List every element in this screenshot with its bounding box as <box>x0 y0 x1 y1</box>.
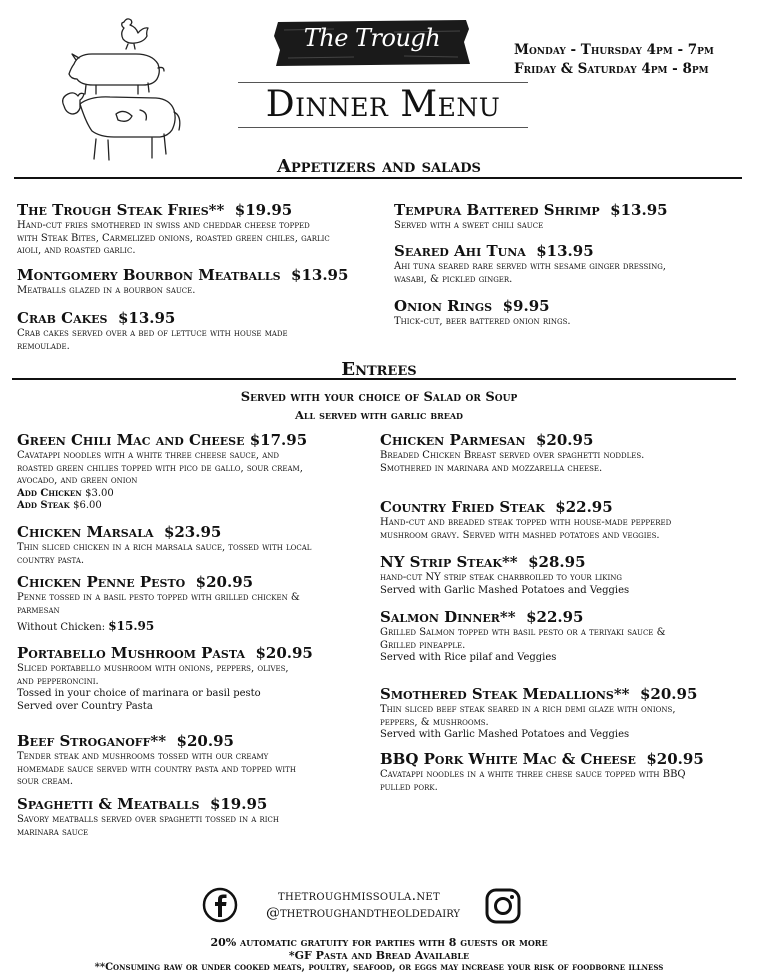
item-name: BBQ Pork White Mac & Cheese <box>380 750 636 768</box>
item-price: $20.95 <box>639 685 698 703</box>
item-price: $22.95 <box>526 608 584 626</box>
item-name: Seared Ahi Tuna <box>394 242 526 260</box>
item-desc-line: homemade sauce served with country pasta and topped with <box>17 763 296 775</box>
entrees-title: Entrees <box>341 359 417 380</box>
item-desc-line: Tossed in your choice of marinara or basil pesto <box>17 688 261 699</box>
item-name: Country Fried Steak <box>380 498 545 516</box>
addon-price: $6.00 <box>73 500 102 511</box>
menu-item <box>17 524 377 567</box>
item-price: $13.95 <box>610 201 668 219</box>
item-price: $20.95 <box>255 644 313 662</box>
stacked-farm-animals-illustration <box>56 14 186 164</box>
hours-weekend: Friday & Saturday 4pm - 8pm <box>514 61 709 77</box>
instagram-handle[interactable]: @thetroughandtheoldedairy <box>265 905 461 921</box>
item-price: $9.95 <box>502 297 550 315</box>
menu-item <box>380 432 748 475</box>
title-rule-bottom <box>238 127 528 128</box>
item-desc-line: Served with Garlic Mashed Potatoes and Veggies <box>380 729 630 740</box>
item-desc-line: Savory meatballs served over spaghetti tossed in a rich <box>17 814 279 825</box>
item-desc-line: hand-cut NY strip steak charbroiled to your liking <box>380 572 623 583</box>
menu-item <box>394 202 744 233</box>
item-desc-line: avocado, and green onion <box>17 475 138 486</box>
item-price: $20.95 <box>535 431 594 449</box>
item-desc-line: aioli, and roasted garlic. <box>17 245 136 256</box>
menu-title: Dinner Menu <box>265 84 501 125</box>
without-chicken-label: Without Chicken: <box>17 622 106 633</box>
item-desc-line: Meatballs glazed in a bourbon sauce. <box>17 285 196 296</box>
item-desc-line: Breaded Chicken Breast served over spaghetti noddles. <box>380 450 645 461</box>
title-rule-top <box>238 82 528 83</box>
menu-item <box>17 796 377 839</box>
item-price: $17.95 <box>249 431 308 449</box>
gratuity-notice: 20% automatic gratuity for parties with 8 guests or more <box>210 936 548 949</box>
item-desc-line: peppers, & mushrooms. <box>380 716 489 728</box>
item-desc-line: country pasta. <box>17 554 85 566</box>
facebook-icon[interactable] <box>202 887 238 923</box>
menu-item <box>17 202 387 258</box>
item-name: Smothered Steak Medallions** <box>380 685 630 703</box>
item-desc-line: Thin sliced beef steak seared in a rich demi glaze with onions, <box>380 704 676 715</box>
menu-item <box>17 574 377 635</box>
addon-label: Add Steak <box>17 500 70 511</box>
item-name: Crab Cakes <box>17 309 108 327</box>
item-name: Tempura Battered Shrimp <box>394 201 600 219</box>
item-name: Montgomery Bourbon Meatballs <box>17 266 281 284</box>
health-warning: **Consuming raw or under cooked meats, poultry, seafood, or eggs may increase your risk of foodborne illness <box>94 962 664 973</box>
item-price: $13.95 <box>117 309 176 327</box>
item-desc-line: wasabi, & pickled ginger. <box>394 273 513 285</box>
menu-item <box>380 499 748 542</box>
item-desc-line: Cavatappi noodles with a white three cheese sauce, and <box>17 450 280 461</box>
without-chicken-price: $15.95 <box>108 619 155 633</box>
menu-item <box>394 243 744 286</box>
item-price: $13.95 <box>291 266 349 284</box>
item-desc-line: Smothered in marinara and mozzarella cheese. <box>380 462 603 474</box>
item-desc-line: mushroom gravy. Served with mashed potatoes and veggies. <box>380 529 660 541</box>
entrees-subtitle: Served with your choice of Salad or Soup <box>240 390 518 405</box>
menu-item <box>380 751 748 794</box>
item-price: $20.95 <box>646 750 704 768</box>
item-desc-line: Crab cakes served over a bed of lettuce with house made <box>17 328 288 339</box>
item-price: $23.95 <box>163 523 222 541</box>
hours-weekday: Monday - Thursday 4pm - 7pm <box>514 42 714 58</box>
item-desc-line: roasted green chilies topped with pico de gallo, sour cream, <box>17 462 303 474</box>
item-name: Chicken Marsala <box>17 523 154 541</box>
item-name: NY Strip Steak** <box>380 553 518 571</box>
item-desc-line: Cavatappi noodles in a white three chese sauce topped with BBQ <box>380 769 686 780</box>
item-name: Chicken Penne Pesto <box>17 573 186 591</box>
item-desc-line: sour cream. <box>17 776 74 787</box>
item-desc-line: Served over Country Pasta <box>17 700 153 712</box>
item-desc-line: Served with Rice pilaf and Veggies <box>380 652 557 663</box>
item-desc-line: Thin sliced chicken in a rich marsala sauce, tossed with local <box>17 542 312 553</box>
logo-text: The Trough <box>303 24 441 52</box>
appetizers-title: Appetizers and salads <box>277 156 481 177</box>
addon-label: Add Chicken <box>17 487 82 499</box>
item-name: The Trough Steak Fries** <box>17 201 225 219</box>
menu-item <box>17 645 377 713</box>
item-desc-line: Hand-cut and breaded steak topped with house-made peppered <box>380 517 672 528</box>
item-desc-line: Sliced portabello mushroom with onions, peppers, olives, <box>17 663 289 674</box>
item-desc-line: and pepperoncini. <box>17 675 99 687</box>
entrees-rule <box>12 378 736 380</box>
addon-price: $3.00 <box>85 487 114 499</box>
item-desc-line: Served with Garlic Mashed Potatoes and Veggies <box>380 584 630 596</box>
item-price: $19.95 <box>234 201 293 219</box>
menu-item <box>17 733 377 789</box>
entrees-subtitle-bread: All served with garlic bread <box>295 408 463 422</box>
appetizers-rule <box>14 177 742 179</box>
menu-item <box>17 432 377 513</box>
item-price: $20.95 <box>176 732 234 750</box>
item-desc-line: Grilled pineapple. <box>380 639 466 651</box>
menu-item <box>380 686 748 742</box>
item-desc-line: Penne tossed in a basil pesto topped with grilled chicken & <box>17 592 300 603</box>
item-desc-line: Grilled Salmon topped wth basil pesto or a teriyaki sauce & <box>380 627 666 638</box>
instagram-icon[interactable] <box>484 887 522 925</box>
item-name: Onion Rings <box>394 297 493 315</box>
item-price: $28.95 <box>528 553 586 571</box>
item-desc-line: Ahi tuna seared rare served with sesame ginger dressing, <box>394 261 666 272</box>
item-desc-line: parmesan <box>17 604 60 616</box>
item-desc-line: Served with a sweet chili sauce <box>394 220 544 231</box>
item-desc-line: Tender steak and mushrooms tossed with our creamy <box>17 751 269 762</box>
item-name: Beef Stroganoff** <box>17 732 167 750</box>
menu-item <box>17 267 387 298</box>
item-price: $22.95 <box>555 498 613 516</box>
item-name: Green Chili Mac and Cheese <box>17 431 245 449</box>
item-desc-line: marinara sauce <box>17 826 89 838</box>
item-price: $13.95 <box>536 242 594 260</box>
item-name: Portabello Mushroom Pasta <box>17 644 245 662</box>
item-name: Chicken Parmesan <box>380 431 526 449</box>
website-link[interactable]: thetroughmissoula.net <box>278 888 440 904</box>
item-desc-line: with Steak Bites, Carmelized onions, roasted green chiles, garlic <box>17 232 330 244</box>
item-name: Salmon Dinner** <box>380 608 516 626</box>
item-price: $19.95 <box>209 795 268 813</box>
item-desc-line: pulled pork. <box>380 781 438 793</box>
item-name: Spaghetti & Meatballs <box>17 795 200 813</box>
menu-item <box>394 298 744 329</box>
menu-item <box>380 554 748 597</box>
gf-notice: *GF Pasta and Bread Available <box>288 949 470 962</box>
item-desc-line: Thick-cut, beer battered onion rings. <box>394 316 571 327</box>
menu-item <box>17 310 387 353</box>
item-price: $20.95 <box>195 573 254 591</box>
item-desc-line: remoulade. <box>17 340 70 352</box>
item-desc-line: Hand-cut fries smothered in swiss and cheddar cheese topped <box>17 220 310 231</box>
menu-item <box>380 609 748 665</box>
